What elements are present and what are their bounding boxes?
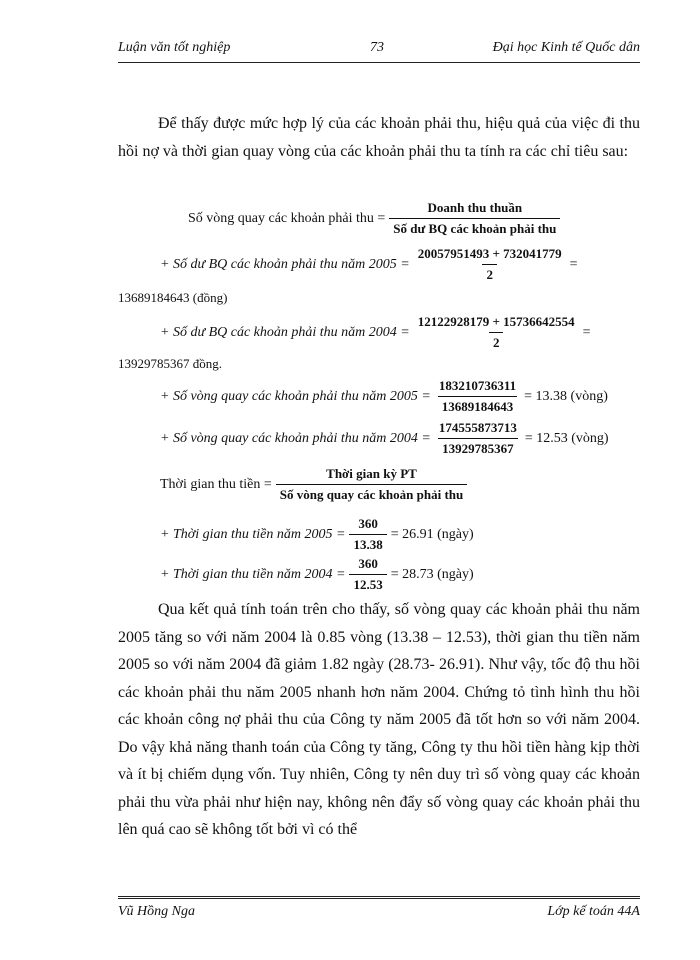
fraction	[389, 200, 560, 237]
formula-tail: = 13.38 (vòng)	[524, 388, 608, 404]
formula-avg-receivable-2004	[160, 314, 591, 351]
formula-turnover-2005	[160, 378, 608, 415]
denominator: Số vòng quay các khoản phải thu	[276, 484, 468, 503]
formula-tail: =	[569, 256, 578, 272]
formula-avg-receivable-2005	[160, 246, 578, 283]
numerator: 20057951493 + 732041779	[417, 246, 562, 261]
numerator: 360	[358, 556, 378, 571]
footer-class: Lớp kế toán 44A	[547, 904, 640, 919]
header-rule	[118, 62, 640, 63]
numerator: 174555873713	[438, 420, 517, 435]
numerator: 12122928179 + 15736642554	[417, 314, 575, 329]
header-university: Đại học Kinh tế Quốc dân	[492, 40, 640, 55]
result-avg-receivable-2005: 13689184643 (đồng)	[118, 290, 228, 305]
formula-label: + Số vòng quay các khoản phải thu năm 2005 =	[160, 388, 431, 404]
denominator: 12.53	[349, 574, 386, 593]
fraction	[414, 314, 579, 351]
formula-label: Số vòng quay các khoản phải thu =	[188, 210, 386, 226]
formula-collection-period-2005	[160, 516, 474, 553]
fraction	[276, 466, 468, 503]
intro-paragraph	[118, 110, 640, 165]
numerator: 360	[358, 516, 378, 531]
formula-label: Thời gian thu tiền =	[160, 476, 272, 492]
formula-turnover-2004	[160, 420, 609, 457]
formula-label: + Thời gian thu tiền năm 2004 =	[160, 566, 346, 582]
formula-tail: = 26.91 (ngày)	[390, 526, 474, 542]
fraction	[414, 246, 566, 283]
formula-tail: = 12.53 (vòng)	[524, 430, 609, 446]
page-footer	[118, 904, 640, 924]
formula-tail: = 28.73 (ngày)	[390, 566, 474, 582]
intro-text: Để thấy được mức hợp lý của các khoản phải thu, hiệu quả của việc đi thu hồi nợ và thời gian quay vòng của các khoản phải thu ta tính ra các chỉ tiêu sau:	[118, 115, 640, 160]
numerator: Thời gian kỳ PT	[326, 466, 417, 481]
formula-collection-period-2004	[160, 556, 474, 593]
denominator: 13.38	[349, 534, 386, 553]
footer-author: Vũ Hồng Nga	[118, 904, 195, 919]
denominator: 13689184643	[438, 396, 518, 415]
formula-tail: =	[582, 324, 591, 340]
formula-receivable-turnover	[188, 200, 564, 237]
denominator: 13929785367	[438, 438, 518, 457]
page-number: 73	[370, 40, 384, 55]
page-header	[118, 40, 640, 60]
numerator: Doanh thu thuần	[427, 200, 523, 215]
denominator: Số dư BQ các khoản phải thu	[389, 218, 560, 237]
numerator: 183210736311	[438, 378, 517, 393]
conclusion-text: Qua kết quả tính toán trên cho thấy, số vòng quay các khoản phải thu năm 2005 tăng so với năm 2004 là 0.85 vòng (13.38 – 12.53), thời gian thu tiền năm 2005 so với năm 2004 đã giảm 1.82 ngày (28.73- 26.91). Như vậy, tốc độ thu hồi các khoản phải thu năm 2005 nhanh hơn năm 2004. Chứng tỏ tình hình thu hồi các khoản công nợ phải thu của Công ty năm 2005 đã tốt hơn so với năm 2004. Do vậy khả năng thanh toán của Công ty tăng, Công ty thu hồi tiền hàng kịp thời và ít bị chiếm dụng vốn. Tuy nhiên, Công ty nên duy trì số vòng quay các khoản phải thu vừa phải như hiện nay, không nên đẩy số vòng quay các khoản phải thu lên quá cao sẽ không tốt bởi vì có thể	[118, 601, 640, 838]
result-avg-receivable-2004: 13929785367 đồng.	[118, 356, 222, 371]
fraction	[435, 420, 521, 457]
fraction	[435, 378, 520, 415]
formula-label: + Số dư BQ các khoản phải thu năm 2005 =	[160, 256, 410, 272]
fraction	[349, 516, 386, 553]
formula-label: + Số dư BQ các khoản phải thu năm 2004 =	[160, 324, 410, 340]
header-thesis-title: Luận văn tốt nghiệp	[118, 40, 231, 55]
formula-collection-period	[160, 466, 471, 503]
denominator: 2	[489, 332, 504, 351]
fraction	[349, 556, 386, 593]
formula-label: + Số vòng quay các khoản phải thu năm 2004 =	[160, 430, 431, 446]
denominator: 2	[482, 264, 497, 283]
formula-label: + Thời gian thu tiền năm 2005 =	[160, 526, 346, 542]
conclusion-paragraph	[118, 596, 640, 844]
footer-rule	[118, 896, 640, 899]
